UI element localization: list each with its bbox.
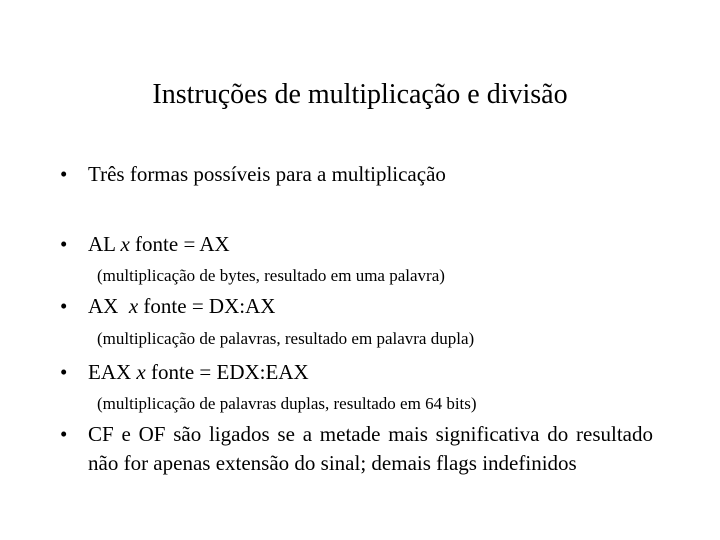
bullet-text: AL x fonte = AX [88,232,230,256]
bullet-note: (multiplicação de palavras duplas, resultado em 64 bits) [97,394,477,413]
bullet-text: Três formas possíveis para a multiplicação [88,162,446,186]
bullet-dot: • [60,422,68,446]
bullet-dot: • [60,232,68,256]
bullet-note: (multiplicação de palavras, resultado em palavra dupla) [97,329,475,348]
bullet-dot: • [60,360,68,384]
bullet-text: EAX x fonte = EDX:EAX [88,360,309,384]
bullet-note: (multiplicação de bytes, resultado em uma palavra) [97,266,445,285]
bullet-paragraph: CF e OF são ligados se a metade mais significativa do resultado não for apenas extensão do sinal; demais flags indefinidos [88,422,653,475]
slide-title: Instruções de multiplicação e divisão [152,79,568,110]
bullet-text: AX x fonte = DX:AX [88,294,276,318]
bullet-dot: • [60,294,68,318]
bullet-dot: • [60,162,68,186]
